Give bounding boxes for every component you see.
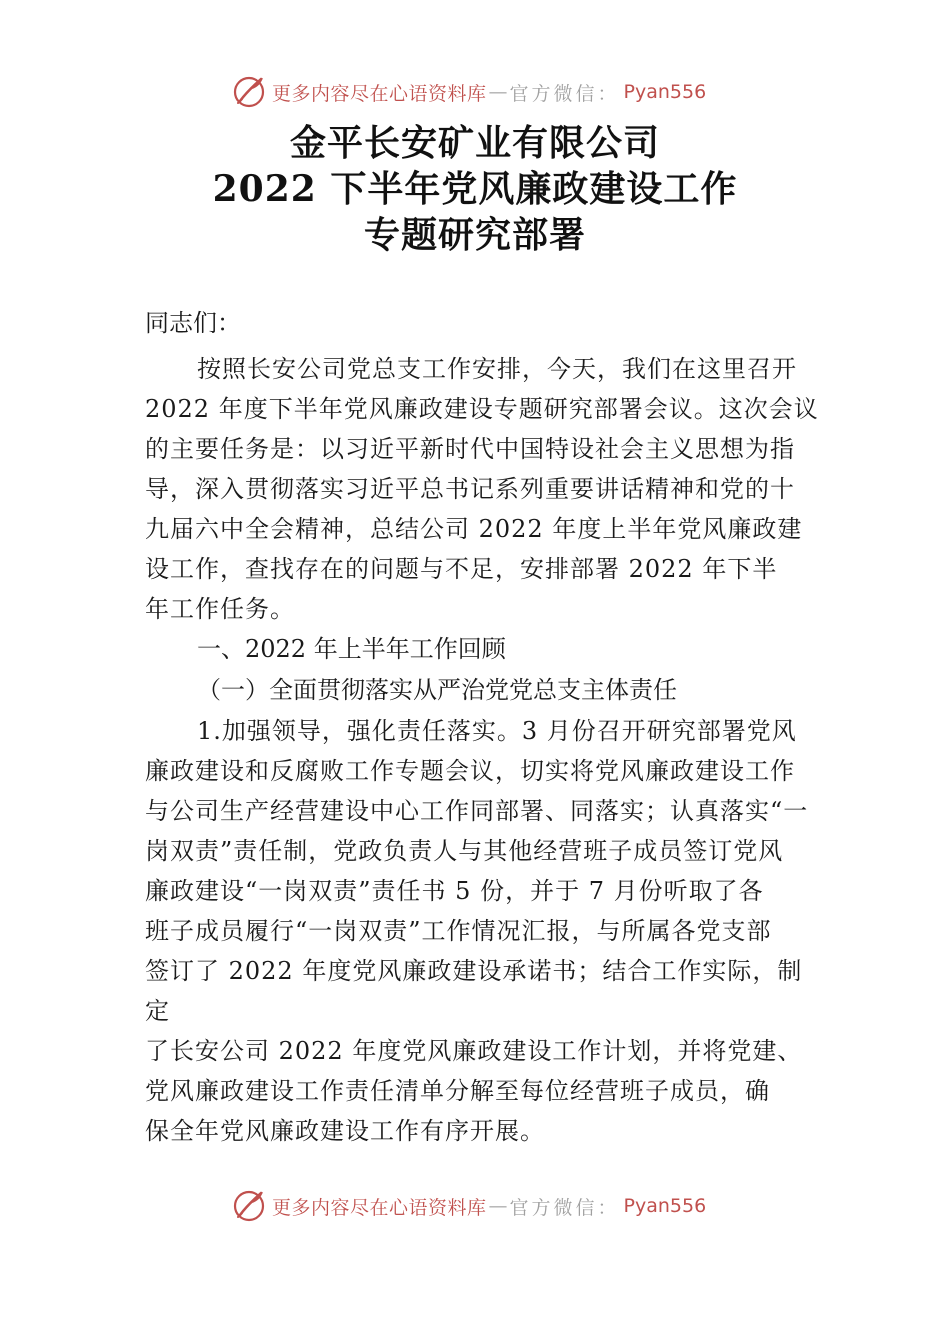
watermark-text: 更多内容尽在心语资料库 bbox=[272, 1196, 487, 1219]
title-line-1: 金平长安矿业有限公司 bbox=[289, 122, 660, 164]
intro-line: 九届六中全会精神，总结公司 2022 年度上半年党风廉政建 bbox=[145, 515, 803, 543]
quill-logo-icon bbox=[232, 1189, 266, 1223]
intro-paragraph bbox=[145, 349, 820, 629]
item-line: 岗双责”责任制，党政负责人与其他经营班子成员签订党风 bbox=[145, 837, 784, 865]
intro-line: 按照长安公司党总支工作安排，今天，我们在这里召开 bbox=[197, 355, 797, 383]
document-body bbox=[145, 303, 820, 1151]
title-line-2: 2022 下半年党风廉政建设工作 bbox=[212, 168, 738, 210]
intro-line: 设工作，查找存在的问题与不足，安排部署 2022 年下半 bbox=[145, 555, 778, 583]
item-line: 了长安公司 2022 年度党风廉政建设工作计划，并将党建、 bbox=[145, 1037, 803, 1065]
watermark-separator: — bbox=[488, 1195, 508, 1217]
item-line: 班子成员履行“一岗双责”工作情况汇报，与所属各党支部 bbox=[145, 917, 772, 945]
quill-logo-icon bbox=[232, 75, 266, 109]
intro-line: 2022 年度下半年党风廉政建设专题研究部署会议。这次会议 bbox=[145, 395, 819, 423]
intro-line: 年工作任务。 bbox=[145, 595, 295, 623]
document-title bbox=[0, 120, 950, 258]
item-line: 廉政建设“一岗双责”责任书 5 份，并于 7 月份听取了各 bbox=[145, 877, 764, 905]
intro-line: 的主要任务是：以习近平新时代中国特设社会主义思想为指 bbox=[145, 435, 795, 463]
item-line: 定 bbox=[145, 997, 170, 1025]
watermark-wechat-id: Pyan556 bbox=[623, 1195, 707, 1217]
watermark-text: 更多内容尽在心语资料库 bbox=[272, 82, 487, 105]
item-line: 党风廉政建设工作责任清单分解至每位经营班子成员，确 bbox=[145, 1077, 770, 1105]
watermark-top bbox=[232, 72, 706, 112]
item-line: 保全年党风廉政建设工作有序开展。 bbox=[145, 1117, 545, 1145]
item-line: 与公司生产经营建设中心工作同部署、同落实；认真落实“一 bbox=[145, 797, 809, 825]
section-heading-1: 一、2022 年上半年工作回顾 bbox=[197, 635, 506, 663]
intro-line: 导，深入贯彻落实习近平总书记系列重要讲话精神和党的十 bbox=[145, 475, 795, 503]
watermark-wechat-label: 官方微信： bbox=[509, 1196, 620, 1219]
watermark-separator: — bbox=[488, 81, 508, 103]
watermark-wechat-id: Pyan556 bbox=[623, 81, 707, 103]
watermark-wechat-label: 官方微信： bbox=[509, 82, 620, 105]
item-line: 签订了 2022 年度党风廉政建设承诺书；结合工作实际，制 bbox=[145, 957, 803, 985]
title-line-3: 专题研究部署 bbox=[363, 214, 586, 256]
section-subheading-1: （一）全面贯彻落实从严治党党总支主体责任 bbox=[197, 676, 677, 704]
watermark-bottom bbox=[232, 1186, 706, 1226]
greeting: 同志们： bbox=[145, 309, 241, 337]
item-line: 廉政建设和反腐败工作专题会议，切实将党风廉政建设工作 bbox=[145, 757, 795, 785]
item-1-paragraph bbox=[145, 711, 820, 1151]
item-line: 1.加强领导，强化责任落实。3 月份召开研究部署党风 bbox=[197, 717, 797, 745]
